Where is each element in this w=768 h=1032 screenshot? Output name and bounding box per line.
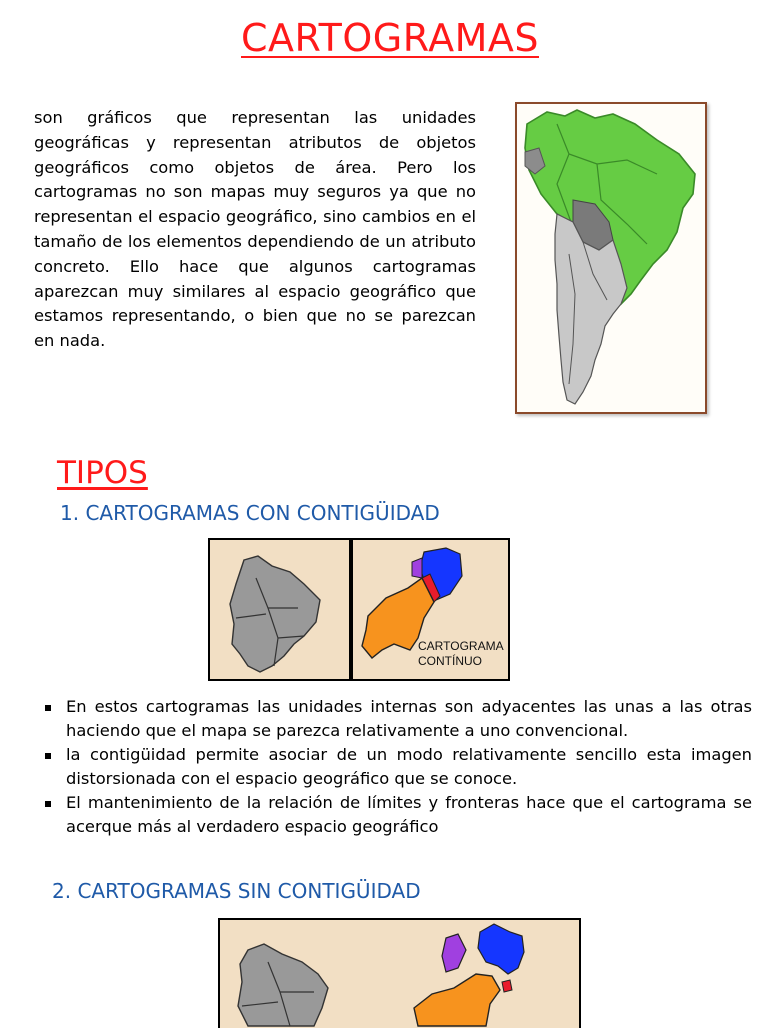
- figure1-label-line2: CONTÍNUO: [418, 654, 482, 668]
- page-title: CARTOGRAMAS: [241, 16, 539, 60]
- intro-paragraph: son gráficos que representan las unidades geográficas y representan atributos de objetos geográficos como objetos de área. Pero los cartogramas no son mapas muy seguros ya que no representan el espacio geográfico, sino cambios en el tamaño de los elementos dependiendo de un atributo concreto. Ello hace que algunos cartogramas aparezcan muy similares al espacio geográfico que estamos representando, o bien que no se parezcan en nada.: [34, 108, 476, 351]
- list-item: El mantenimiento de la relación de límites y fronteras hace que el cartograma se acerque más al verdadero espacio geográfico: [40, 791, 752, 839]
- south-america-map-image: [515, 102, 707, 414]
- bullet-icon: [45, 801, 51, 807]
- bullet-icon: [45, 753, 51, 759]
- list-item: la contigüidad permite asociar de un modo relativamente sencillo esta imagen distorsionada con el espacio geográfico que se conoce.: [40, 743, 752, 791]
- tipos-heading: TIPOS: [57, 455, 148, 491]
- section-1-bullet-list: [40, 695, 752, 839]
- figure1-purple-region: [412, 558, 422, 578]
- bullet-icon: [45, 705, 51, 711]
- south-america-map-graphic: [517, 104, 705, 412]
- section-1-heading: 1. CARTOGRAMAS CON CONTIGÜIDAD: [60, 501, 440, 525]
- non-contiguous-cartogram-figure: [218, 918, 581, 1028]
- section-2-heading: 2. CARTOGRAMAS SIN CONTIGÜIDAD: [52, 879, 421, 903]
- list-item: En estos cartogramas las unidades internas son adyacentes las unas a las otras haciendo que el mapa se parezca relativamente a uno convencional.: [40, 695, 752, 743]
- figure2-red-region: [502, 980, 512, 992]
- figure1-label-line1: CARTOGRAMA: [418, 639, 504, 653]
- contiguous-cartogram-figure: [208, 538, 510, 681]
